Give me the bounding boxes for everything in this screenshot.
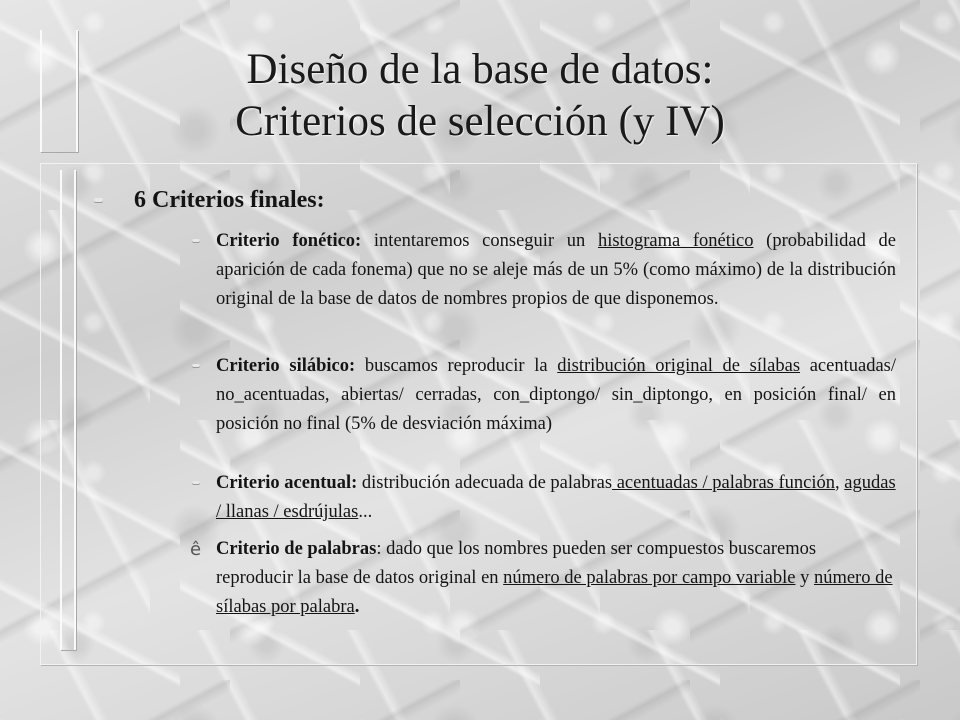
content-frame-decoration	[60, 170, 76, 650]
criterion-text: (probabilidad de aparición de cada fonema) que no se aleje más de un 5% (como máximo) de la distribución original de la base de datos de nombres propios de que disponemos.	[216, 231, 896, 309]
criterion-text: intentaremos conseguir un	[361, 231, 598, 251]
criterion-text: y	[795, 568, 814, 588]
criterion-words	[190, 535, 896, 622]
bullet-dash-icon	[192, 364, 200, 368]
bullet-dash-icon	[192, 239, 200, 243]
main-bullet-item	[98, 184, 898, 216]
criterion-underlined-text: histograma fonético	[597, 231, 754, 251]
criterion-label: Criterio fonético:	[216, 231, 362, 251]
criterion-phonetic	[216, 227, 896, 314]
criterion-text: acentuadas/ no_acentuadas, abiertas/ cerradas, con_diptongo/ sin_diptongo, en posición final/ en posición no final (5% de desviación máxima)	[216, 356, 896, 434]
criterion-label: Criterio acentual:	[216, 473, 358, 493]
criterion-text: .	[354, 597, 360, 617]
criterion-label: Criterio de palabras	[216, 539, 377, 559]
criterion-syllabic	[216, 352, 896, 439]
checkmark-bullet-icon: ê	[190, 539, 202, 560]
criterion-underlined-text: distribución original de sílabas	[557, 356, 801, 376]
criterion-text: ...	[358, 502, 373, 522]
criterion-text: buscamos reproducir la	[355, 356, 558, 376]
criterion-underlined-text: número de palabras por campo variable	[503, 568, 796, 588]
criterion-underlined-text: agudas / llanas / esdrújulas	[216, 473, 896, 522]
slide-title-line2: Criterios de selección (y IV)	[235, 98, 725, 145]
criterion-label: Criterio silábico:	[216, 356, 356, 376]
main-bullet-text: 6 Criterios finales:	[134, 187, 325, 213]
bullet-dash-icon	[94, 198, 103, 203]
criterion-underlined-text: número de sílabas por palabra	[216, 568, 893, 617]
criterion-underlined-text: acentuadas / palabras función	[612, 473, 836, 493]
criterion-accentual	[216, 469, 896, 527]
slide-title	[60, 44, 900, 148]
bullet-dash-icon	[192, 481, 200, 485]
slide-title-line1: Diseño de la base de datos:	[246, 46, 714, 93]
criterion-text: distribución adecuada de palabras	[357, 473, 613, 493]
criterion-text: : dado que los nombres pueden ser compuestos buscaremos reproducir la base de datos original en	[216, 539, 817, 588]
criterion-text: ,	[835, 473, 845, 493]
